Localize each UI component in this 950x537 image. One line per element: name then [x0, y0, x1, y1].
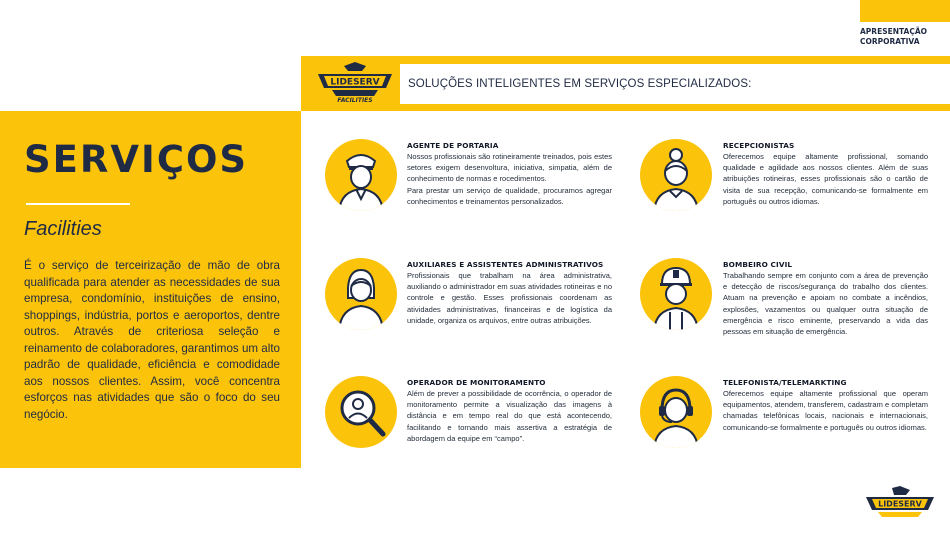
svg-text:FACILITIES: FACILITIES: [337, 97, 373, 104]
title-divider: [26, 203, 130, 205]
svg-text:LIDESERV: LIDESERV: [330, 77, 380, 88]
page-subtitle: Facilities: [24, 218, 102, 240]
service-description: Além de prever a possibilidade de ocorrência, o operador de monitoramento permite a visualização das imagens à distância e em tempo real do que está acontecendo, facilitando e tornando mais assertiva a estratégia de abordagem da equipe em “campo”.: [407, 389, 612, 443]
monitoring-operator-icon: [325, 376, 397, 448]
firefighter-icon: [640, 258, 712, 330]
service-description: Oferecemos equipe altamente profissional, somando qualidade e agilidade aos nossos clientes. Além de suas atribuições rotineiras, esses profissionais são o cartão de visita de sua recepção, comunicando-se formalmente em português ou outros idiomas.: [723, 152, 928, 206]
doorman-icon: [325, 139, 397, 211]
service-card: [723, 141, 928, 207]
top-accent-tab: [860, 0, 950, 22]
corner-logo: [864, 486, 936, 526]
service-description-extra: Para prestar um serviço de qualidade, procuramos agregar conhecimentos e treinamentos personalizados.: [407, 185, 612, 206]
service-description: Nossos profissionais são rotineiramente treinados, pois estes setores exigem desenvoltura, iniciativa, simpatia, além de conhecimento de normas e rocedimentos.: [407, 152, 612, 184]
service-card: [723, 378, 928, 433]
service-description: Profissionais que trabalham na área administrativa, auxiliando o administrador em suas atividades rotineiras e no controle e gestão. Esses profissionais coordenam as atividades administrativas, financeiras e de logística da unidade, organiza os arquivos, entre outras atribuições.: [407, 271, 612, 325]
svg-text:LIDESERV: LIDESERV: [878, 499, 922, 509]
service-title: AGENTE DE PORTARIA: [407, 141, 499, 150]
service-title: AUXILIARES E ASSISTENTES ADMINISTRATIVOS: [407, 260, 604, 269]
service-title: TELEFONISTA/TELEMARKTING: [723, 378, 847, 387]
banner-heading: SOLUÇÕES INTELIGENTES EM SERVIÇOS ESPECIALIZADOS:: [408, 78, 752, 90]
service-title: OPERADOR DE MONITORAMENTO: [407, 378, 546, 387]
service-title: RECEPCIONISTAS: [723, 141, 795, 150]
service-description: Oferecemos equipe altamente profissional que operam equipamentos, atendem, transferem, cadastram e completam chamadas telefônicas locais, nacionais e internacionais, comunicando-se formalmente e português ou outros idiomas.: [723, 389, 928, 432]
admin-assistant-icon: [325, 258, 397, 330]
telemarketing-icon: [640, 376, 712, 448]
corporate-label: APRESENTAÇÃO CORPORATIVA: [860, 27, 928, 46]
service-card: [407, 260, 612, 326]
lideserv-logo: [314, 62, 396, 106]
service-description: Trabalhando sempre em conjunto com a área de prevenção e detecção de riscos/segurança do trabalho dos clientes. Atuam na prevenção e apoiam no combate a incêndios, explosões, vazamentos ou qualquer outra situação de emergência e risco eminente, preservando a vida das pessoas em situação de emergência.: [723, 271, 928, 337]
service-title: BOMBEIRO CIVIL: [723, 260, 793, 269]
intro-paragraph: É o serviço de terceirização de mão de obra qualificada para atender as necessidades de sua empresa, condomínio, instituições de ensino, shoppings, indústria, portos e aeroportos, dentre outros. Através de criteriosa seleção e reinamento de colaboradores, garantimos um alto padrão de qualidade, eficiência e comodidade aos nossos clientes. Assim, você concentra esforços nas atividades que são o foco do seu negócio.: [24, 259, 280, 421]
service-card: [407, 141, 612, 207]
service-card: [407, 378, 612, 444]
service-card: [723, 260, 928, 337]
page-title: SERVIÇOS: [24, 138, 249, 181]
receptionist-icon: [640, 139, 712, 211]
